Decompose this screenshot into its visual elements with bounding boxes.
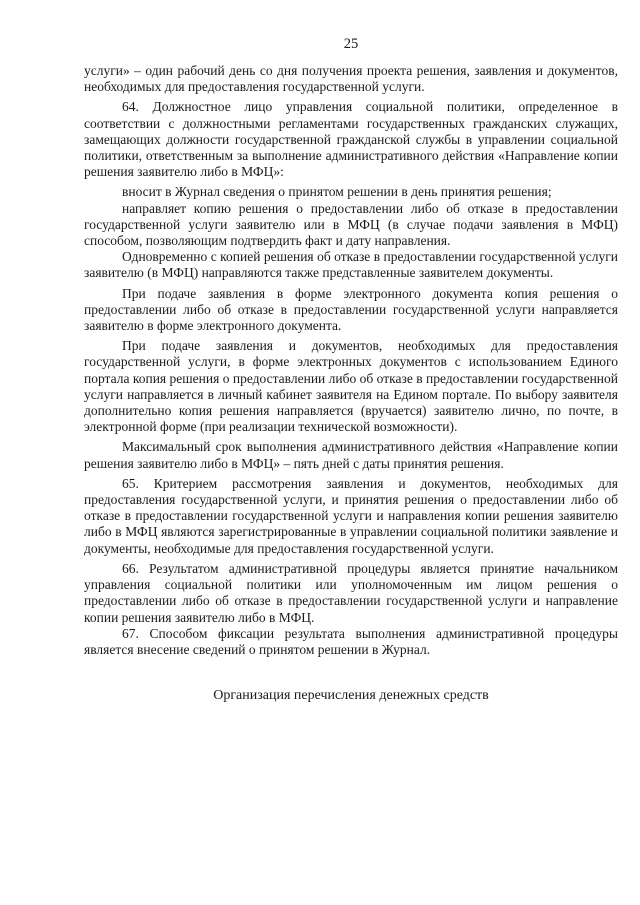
paragraph-item-64: 64. Должностное лицо управления социальной политики, определенное в соответствии с должностными регламентами государственных гражданских служащих, замещающих должности государственной гражданской службы в управлении социальной политики, ответственным за выполнение административного действия «Направление копии решения заявителю либо в МФЦ»: [84, 99, 618, 180]
paragraph-item-65: 65. Критерием рассмотрения заявления и документов, необходимых для предоставления государственной услуги, и принятия решения о предоставлении либо об отказе в предоставлении государственной услуги и направления копии решения заявителю либо в МФЦ являются зарегистрированные в управлении социальной политики заявление и документы, необходимые для предоставления государственной услуги. [84, 475, 618, 556]
paragraph-send-copy: направляет копию решения о предоставлении либо об отказе в предоставлении государственной услуги заявителю или в МФЦ (в случае подачи заявления в МФЦ) способом, позволяющим подтвердить факт и дату направления. [84, 200, 618, 249]
paragraph-journal-entry: вносит в Журнал сведения о принятом решении в день принятия решения; [122, 184, 552, 200]
paragraph-unified-portal: При подаче заявления и документов, необходимых для предоставления государственной услуги, в форме электронных документов с использованием Единого портала копия решения о предоставлении либо об отказе в предоставлении государственной услуги направляется в личный кабинет заявителя на Едином портале. По выбору заявителя дополнительно копия решения направляется (вручается) заявителю лично, по почте, в электронной форме (при реализации технической возможности). [84, 338, 618, 435]
paragraph-simultaneously: Одновременно с копией решения об отказе в предоставлении государственной услуги заявителю (в МФЦ) направляются также представленные заявителем документы. [84, 249, 618, 281]
paragraph-item-66: 66. Результатом административной процедуры является принятие начальником управления социальной политики или уполномоченным им лицом решения о предоставлении либо об отказе в предоставлении государственной услуги и направление копии решения заявителю либо в МФЦ. [84, 560, 618, 625]
paragraph-max-term: Максимальный срок выполнения административного действия «Направление копии решения заявителю либо в МФЦ» – пять дней с даты принятия решения. [84, 439, 618, 471]
section-heading: Организация перечисления денежных средств [213, 688, 489, 704]
paragraph-item-67: 67. Способом фиксации результата выполнения административной процедуры является внесение сведений о принятом решении в Журнал. [84, 625, 618, 657]
paragraph-electronic-submission: При подаче заявления в форме электронного документа копия решения о предоставлении либо об отказе в предоставлении государственной услуги направляется заявителю в форме электронного документа. [84, 285, 618, 334]
page-number: 25 [343, 36, 359, 52]
paragraph-continuation: услуги» – один рабочий день со дня получения проекта решения, заявления и документов, необходимых для предоставления государственной услуги. [84, 63, 618, 95]
